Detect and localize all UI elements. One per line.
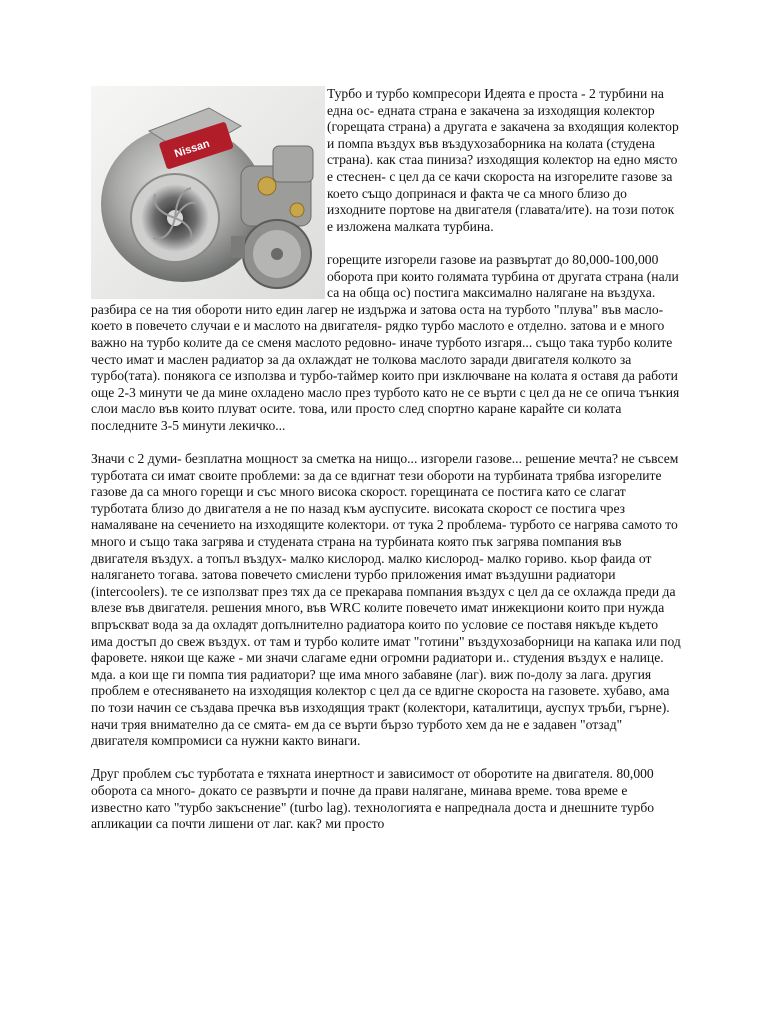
paragraph-3: Значи с 2 думи- безплатна мощност за сметка на нищо... изгорели газове... решение мечта? не съвсем турботата си имат своите проблеми: за да се вдигнат тези обороти на турбината трябва изгорелите газове да са много горещи и със много висока скорост. горещината се постига като се слагат турботата близо до двигателя а не по назад към ауспусите. високата скорост се постига чрез намаляване на сечението на изходящите колектори. от тука 2 проблема- турбото се нагрява самото то много и също така загрява и студената страна на турбината която пък загрява помпания във двигателя въздух. а топъл въздух- малко кислород. малко кислород- малко гориво. кьор фаида от налягането тогава. затова повечето смислени турбо приложения имат въздушни радиатори (intercoolers). те се използват през тях да се прекарава помпания въздух с цел да се охлажда преди да влезе във двигателя. решения много, във WRC колите повечето имат инжекциони които при нужда впръскват вода за да охладят допълнително радиатора които по условие се поставя някъде където има достъп до свеж въздух. от там и турбо колите имат "готини" въздухозаборници на капака или под фаровете. някои ще каже - ми значи слагаме едни огромни радиатори и.. студения въздух е налице. мда. а кои ще ги помпа тия радиатори? ще има много забавяне (лаг). виж по-долу за лага. другия проблем е отесняването на изходящия колектор с цел да се вдигне скороста на газовете. хубаво, ама по този начин се създава пречка във изходящия тракт (колектори, каталитици, ауспух тръби, гърне). начи тряя внимателно да се смята- ем да се върти бързо турбото хем да не е задавен "отзад" двигателя компромиси са нужни както винаги. bbox=[91, 451, 681, 749]
document-page bbox=[91, 86, 681, 849]
turbocharger-illustration bbox=[91, 86, 325, 299]
paragraph-1: Турбо и турбо компресори Идеята е проста - 2 турбини на една ос- едната страна е закачена за изходящия колектор (горещата страна) а другата е закачена за входящия колектор и помпа въздух във въздухозаборника на колата (студена страна). как стаа пиниза? изходящия колектор на едно място е стеснен- с цел да се качи скороста на изгорелите газове за което също допринася и факта че са много близо до изходните портове на двигателя (главата/ите). на този поток е изложена малката турбина. bbox=[327, 86, 679, 234]
paragraph-2: горещите изгорели газове иа развъртат до 80,000-100,000 оборота при които голямата турбина от другата страна (нали са на обща ос) постига максимално налягане на въздуха. разбира се на тия обороти нито един лагер не издържа и затова оста на турбото "плува" във масло- което в повечето случаи е и маслото на двигателя- рядко турбо маслото е отделно. затова и е много важно на турбо колите да се сменя маслото редовно- иначе турбото изгаря... също така турбо колите често имат и маслен радиатор за да охлаждат не толкова маслото заради двигателя колкото за турбо(тата). понякога се използва и турбо-таймер които при изключване на колата я оставя да работи още 2-3 минути че да мине охладено масло през турбото като не се върти с цел да не се опича тънкия слои масло във които плуват осите. това, или просто след спортно каране карайте си колата последните 3-5 минути лекичко... bbox=[91, 251, 680, 433]
svg-text:Nissan: Nissan bbox=[173, 137, 212, 161]
turbocharger-photo bbox=[91, 86, 325, 299]
paragraph-4: Друг проблем със турботата е тяхната инертност и зависимост от оборотите на двигателя. 80,000 оборота са много- докато се развърти и почне да прави налягане, минава време. това време е известно като "турбо закъснение" (turbo lag). технологията е напреднала доста и днешните турбо апликации са почти лишени от лаг. как? ми просто bbox=[91, 766, 655, 832]
